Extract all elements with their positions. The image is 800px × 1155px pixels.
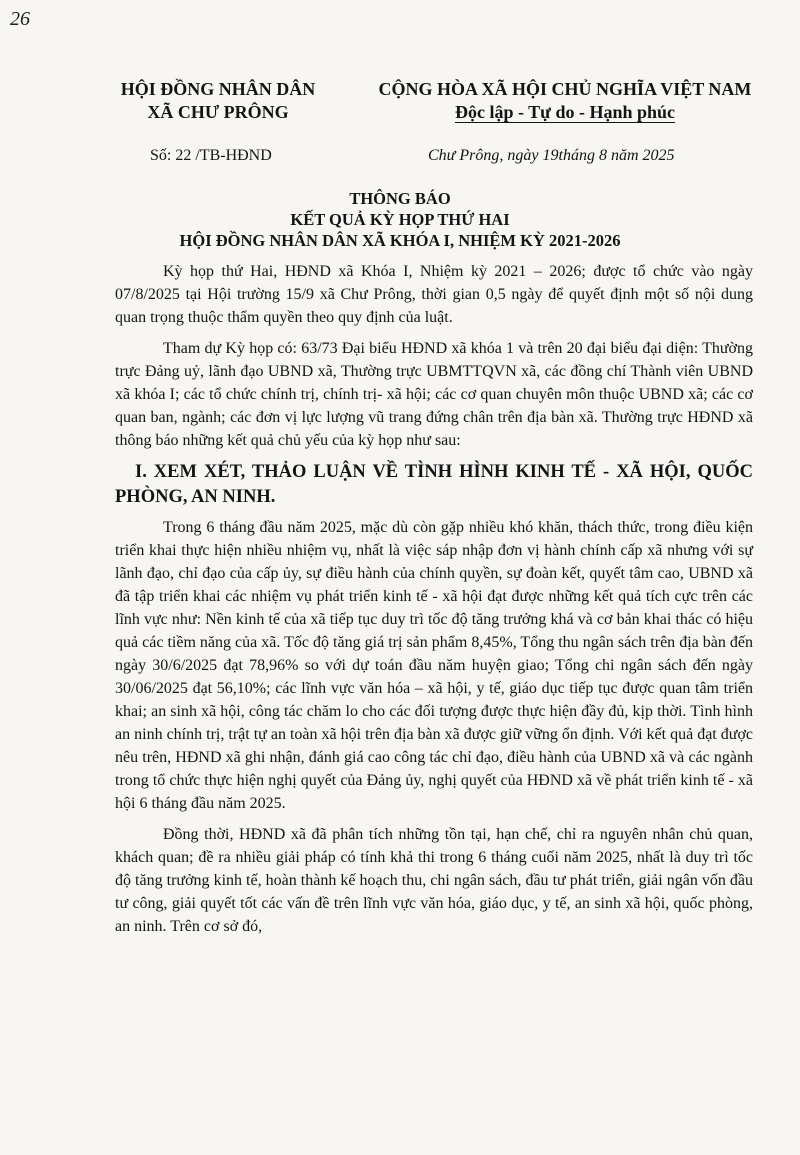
issuing-body-line2: XÃ CHƯ PRÔNG	[147, 102, 289, 122]
paragraph-intro: Kỳ họp thứ Hai, HĐND xã Khóa I, Nhiệm kỳ 2021 – 2026; được tổ chức vào ngày 07/8/2025 tại Hội trường 15/9 xã Chư Prông, thời gian 0,5 ngày để quyết định một số nội dung quan trọng thuộc thẩm quyền theo quy định của luật.	[115, 263, 753, 326]
title-line1: THÔNG BÁO	[349, 189, 451, 208]
paragraph-attendance: Tham dự Kỳ họp có: 63/73 Đại biểu HĐND xã khóa 1 và trên 20 đại biểu đại diện: Thường trực Đảng uỷ, lãnh đạo UBND xã, Thường trực UBMTTQVN xã, các đồng chí Thành viên UBND xã khóa I; các tổ chức chính trị, chính trị- xã hội; các cơ quan chuyên môn thuộc UBND xã; các cơ quan ban, ngành; các đơn vị lực lượng vũ trang đứng chân trên địa bàn xã. Thường trực HĐND xã thông báo những kết quả chủ yếu của kỳ họp như sau:	[115, 340, 753, 449]
handwritten-page-number: 26	[10, 8, 30, 30]
issuing-body-line1: HỘI ĐỒNG NHÂN DÂN	[120, 79, 316, 99]
paragraph-results: Trong 6 tháng đầu năm 2025, mặc dù còn gặp nhiều khó khăn, thách thức, trong điều kiện triển khai thực hiện nhiều nhiệm vụ, nhất là việc sáp nhập đơn vị hành chính cấp xã nhưng với sự lãnh đạo, chỉ đạo của cấp ủy, sự điều hành của chính quyền, sự đoàn kết, quyết tâm cao, UBND xã đã tập triển khai các nhiệm vụ phát triển kinh tế - xã hội đạt được những kết quả tích cực trên các lĩnh vực như: Nền kinh tế của xã tiếp tục duy trì tốc độ tăng trưởng khá và cơ bản khai thác có hiệu quả các tiềm năng của xã. Tốc độ tăng giá trị sản phẩm 8,45%, Tổng thu ngân sách trên địa bàn đến ngày 30/6/2025 đạt 78,96% so với dự toán đầu năm huyện giao; Tổng chi ngân sách đến ngày 30/06/2025 đạt 56,10%; các lĩnh vực văn hóa – xã hội, y tế, giáo dục tiếp tục được quan tâm triển khai; an sinh xã hội, công tác chăm lo cho các đối tượng được thực hiện đầy đủ, kịp thời. Tình hình an ninh chính trị, trật tự an toàn xã hội trên địa bàn xã được giữ vững ổn định. Với kết quả đạt được nêu trên, HĐND xã ghi nhận, đánh giá cao công tác chỉ đạo, điều hành của UBND xã và các ngành trong tổ chức thực hiện nghị quyết của Đảng ủy, nghị quyết của HĐND xã về phát triển kinh tế - xã hội 6 tháng đầu năm 2025.	[115, 519, 753, 812]
national-title	[360, 78, 770, 124]
national-motto: Độc lập - Tự do - Hạnh phúc	[454, 102, 676, 122]
paragraph-limitations: Đồng thời, HĐND xã đã phân tích những tồn tại, hạn chế, chỉ ra nguyên nhân chủ quan, khách quan; đề ra nhiều giải pháp có tính khả thi trong 6 tháng cuối năm 2025, nhất là duy trì tốc độ tăng trưởng kinh tế, hoàn thành kế hoạch thu, chi ngân sách, đầu tư phát triển, giải ngân vốn đầu tư công, giải quyết tốt các vấn đề trên lĩnh vực văn hóa, giáo dục, y tế, an sinh xã hội, quốc phòng, an ninh. Trên cơ sở đó,	[115, 826, 753, 935]
place-and-date: Chư Prông, ngày 19tháng 8 năm 2025	[428, 147, 675, 164]
title-line3: HỘI ĐỒNG NHÂN DÂN XÃ KHÓA I, NHIỆM KỲ 2021-2026	[179, 231, 621, 250]
national-name: CỘNG HÒA XÃ HỘI CHỦ NGHĨA VIỆT NAM	[378, 79, 752, 99]
document-body	[115, 260, 753, 946]
title-line2: KẾT QUẢ KỲ HỌP THỨ HAI	[290, 210, 510, 229]
section-heading-1: I. XEM XÉT, THẢO LUẬN VỀ TÌNH HÌNH KINH TẾ - XÃ HỘI, QUỐC PHÒNG, AN NINH.	[115, 462, 753, 507]
document-number: Số: 22 /TB-HĐND	[150, 147, 272, 164]
document-title	[0, 188, 800, 251]
issuing-body	[118, 78, 318, 124]
